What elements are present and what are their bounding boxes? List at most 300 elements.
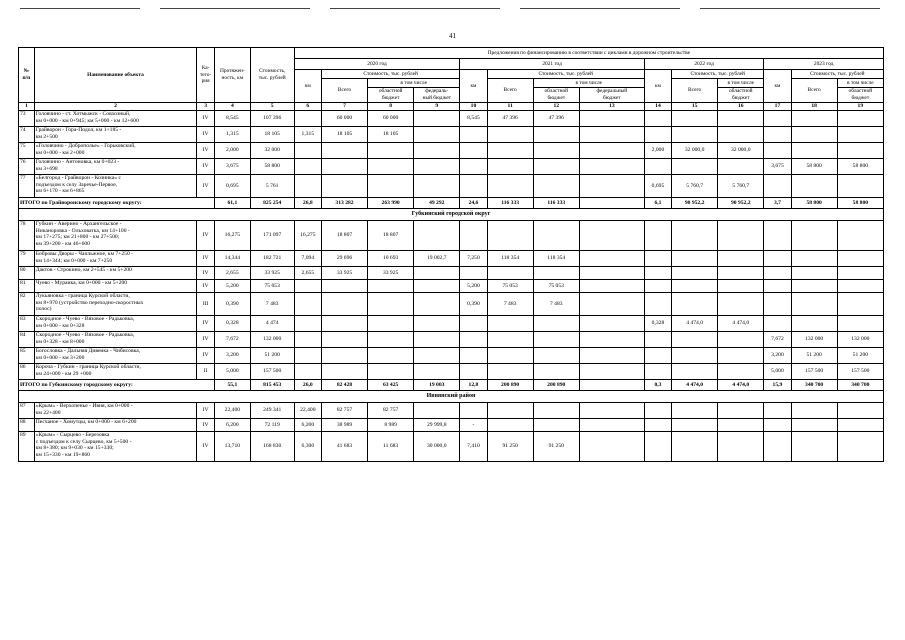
top-border-dash-5 (700, 8, 880, 9)
table-row (19, 221, 884, 251)
header-km-2023: км (764, 70, 791, 103)
table-cell (837, 293, 883, 316)
table-cell: 2,655 (294, 267, 321, 280)
table-cell: 3,200 (764, 348, 791, 364)
table-cell: IV (197, 316, 215, 332)
table-cell: IV (197, 419, 215, 432)
table-cell (791, 251, 837, 267)
table-cell (579, 175, 644, 198)
table-cell (414, 280, 460, 293)
table-cell (764, 251, 791, 267)
row-number: 89 (19, 432, 35, 462)
table-cell (791, 111, 837, 127)
table-cell (718, 293, 764, 316)
table-cell (837, 280, 883, 293)
table-cell: 0,390 (460, 293, 487, 316)
row-number: 73 (19, 111, 35, 127)
table-cell (487, 159, 533, 175)
table-cell (487, 267, 533, 280)
object-name: Головчино - ст. Хотмыжск - Совхозный, км 0+000 - км 0+945; км 5+000 - км 12+600 (34, 111, 197, 127)
object-name: Губкин - Аверино - Архангельское - Никаноровка - Ольховатка, км 14+100 - км 17+275; км 21+800 - км 27+500; км 39+200 - км 46+600 (34, 221, 197, 251)
total-cell: 12,8 (460, 380, 487, 391)
table-cell: 18 807 (368, 221, 414, 251)
table-cell (718, 111, 764, 127)
table-cell: 11 683 (368, 432, 414, 462)
table-cell (368, 143, 414, 159)
table-cell: 51 200 (791, 348, 837, 364)
table-cell: 82 757 (321, 403, 367, 419)
table-cell: 4 474 (250, 316, 294, 332)
table-cell (644, 419, 671, 432)
table-cell: 33 925 (368, 267, 414, 280)
table-cell (644, 159, 671, 175)
table-cell (718, 432, 764, 462)
table-row (19, 316, 884, 332)
table-cell (837, 419, 883, 432)
row-number: 75 (19, 143, 35, 159)
table-header (19, 48, 884, 111)
table-row (19, 419, 884, 432)
page-number: 41 (449, 32, 456, 40)
header-category: Ка- тего- рия (197, 48, 215, 103)
table-cell (718, 251, 764, 267)
table-cell (672, 332, 718, 348)
table-cell: IV (197, 127, 215, 143)
header-proposals: Предложения по финансированию в соответствии с циклами в дорожном строительстве (294, 48, 883, 59)
table-cell (764, 432, 791, 462)
table-cell: 22,400 (294, 403, 321, 419)
total-cell: 55,1 (215, 380, 251, 391)
row-number: 85 (19, 348, 35, 364)
table-cell (579, 332, 644, 348)
column-number: 3 (197, 103, 215, 111)
table-cell: 51 200 (837, 348, 883, 364)
row-number: 87 (19, 403, 35, 419)
table-cell (533, 316, 579, 332)
object-name: Песчаное - Хомутцы, км 0+000 - км 6+200 (34, 419, 197, 432)
table-cell (533, 159, 579, 175)
table-cell (837, 403, 883, 419)
table-cell (837, 127, 883, 143)
table-cell (672, 127, 718, 143)
column-number: 1 (19, 103, 35, 111)
table-cell: IV (197, 111, 215, 127)
table-cell: 16,275 (215, 221, 251, 251)
table-cell (368, 280, 414, 293)
table-cell: 3,675 (215, 159, 251, 175)
table-cell (579, 111, 644, 127)
table-cell (764, 403, 791, 419)
table-cell: 157 500 (837, 364, 883, 380)
column-number: 19 (837, 103, 883, 111)
object-name: Головчино - Антоновка, км 0+023 - км 3+698 (34, 159, 197, 175)
table-cell: 2,000 (644, 143, 671, 159)
table-cell: 132 000 (837, 332, 883, 348)
table-cell (579, 403, 644, 419)
table-cell (791, 432, 837, 462)
table-cell (294, 348, 321, 364)
table-cell (487, 419, 533, 432)
table-cell: 5,200 (460, 280, 487, 293)
table-cell: 2,655 (215, 267, 251, 280)
section-title: Ивнянский район (19, 391, 884, 403)
table-cell (414, 332, 460, 348)
table-cell (718, 364, 764, 380)
table-cell (460, 221, 487, 251)
table-cell (460, 159, 487, 175)
row-number: 80 (19, 267, 35, 280)
column-number: 11 (487, 103, 533, 111)
table-row (19, 403, 884, 419)
table-cell: 0,390 (215, 293, 251, 316)
header-total-2021: Всего (487, 79, 533, 103)
table-cell (791, 280, 837, 293)
table-cell (672, 403, 718, 419)
header-km-2020: км (294, 70, 321, 103)
table-cell (368, 316, 414, 332)
table-cell (579, 127, 644, 143)
top-border-dash-2 (160, 8, 310, 9)
table-cell (644, 127, 671, 143)
table-cell (718, 280, 764, 293)
table-cell: 7,410 (460, 432, 487, 462)
table-cell (764, 127, 791, 143)
table-row (19, 280, 884, 293)
total-cell: 0,3 (644, 380, 671, 391)
header-year-2023: 2023 год (764, 59, 884, 70)
table-cell (294, 316, 321, 332)
table-cell: 4 474,0 (718, 316, 764, 332)
object-name: «Крым» - Сырцево - Березовка с подъездом к селу Сырцево, км 5+500 - км 8+380; км 9+030 - км 15+330; км 15+330 - км 19+860 (34, 432, 197, 462)
table-cell (644, 267, 671, 280)
total-cell (579, 198, 644, 209)
table-cell (414, 364, 460, 380)
table-cell (368, 348, 414, 364)
column-number: 10 (460, 103, 487, 111)
column-number: 5 (250, 103, 294, 111)
table-cell (414, 267, 460, 280)
object-name: «Головчино - Доброполье» - Горьковский, км 0+000 - км 2+000 (34, 143, 197, 159)
table-cell: 13,710 (215, 432, 251, 462)
table-cell (460, 316, 487, 332)
table-cell (579, 432, 644, 462)
table-cell: 33 925 (250, 267, 294, 280)
table-cell: IV (197, 251, 215, 267)
table-row (19, 143, 884, 159)
table-cell (837, 143, 883, 159)
table-cell (672, 364, 718, 380)
header-incl-2021: в том числе (533, 79, 644, 88)
table-cell (294, 332, 321, 348)
table-cell (672, 280, 718, 293)
table-cell: 8,545 (215, 111, 251, 127)
table-cell: 7,250 (460, 251, 487, 267)
total-cell: 4 474,0 (718, 380, 764, 391)
table-row (19, 348, 884, 364)
table-cell: 2,000 (215, 143, 251, 159)
table-cell (460, 143, 487, 159)
table-cell: 0,695 (215, 175, 251, 198)
header-regional-2022: областной бюджет (718, 88, 764, 103)
table-cell: 132 000 (250, 332, 294, 348)
table-cell: IV (197, 432, 215, 462)
table-cell (460, 175, 487, 198)
table-cell: IV (197, 403, 215, 419)
object-name: Лукьяновка - граница Курской области, км 8+970 (устройство переходно-скоростных полос) (34, 293, 197, 316)
row-number: 86 (19, 364, 35, 380)
table-cell (672, 251, 718, 267)
table-cell (791, 175, 837, 198)
table-cell: 1,315 (215, 127, 251, 143)
header-cost-2021: Стоимость, тыс. рублей (487, 70, 644, 79)
table-cell: 171 097 (250, 221, 294, 251)
total-cell: 24,6 (460, 198, 487, 209)
total-cell: 90 952,2 (672, 198, 718, 209)
table-cell (672, 111, 718, 127)
table-cell (672, 293, 718, 316)
table-cell: 168 830 (250, 432, 294, 462)
table-cell (764, 221, 791, 251)
table-row (19, 432, 884, 462)
table-cell: 7 483 (533, 293, 579, 316)
total-cell: 200 890 (487, 380, 533, 391)
table-cell (837, 267, 883, 280)
table-cell (533, 419, 579, 432)
table-cell (579, 293, 644, 316)
table-cell (764, 111, 791, 127)
table-cell: IV (197, 280, 215, 293)
table-cell: 18 105 (250, 127, 294, 143)
object-name: Скородное - Чуево - Вязовое - Радьковка, км 0+328 - км 8+000 (34, 332, 197, 348)
table-cell: 0,328 (215, 316, 251, 332)
total-cell: 58 800 (791, 198, 837, 209)
header-incl-2020: в том числе (368, 79, 460, 88)
table-cell (579, 159, 644, 175)
total-cell: 825 254 (250, 198, 294, 209)
table-cell (791, 403, 837, 419)
table-cell (321, 143, 367, 159)
table-cell (533, 348, 579, 364)
total-cell: 19 003 (414, 380, 460, 391)
top-border-dash-3 (330, 8, 500, 9)
total-cell: 90 952,2 (718, 198, 764, 209)
row-number: 77 (19, 175, 35, 198)
table-cell (764, 175, 791, 198)
table-cell (414, 127, 460, 143)
table-cell (487, 127, 533, 143)
table-cell (644, 280, 671, 293)
table-cell (672, 221, 718, 251)
table-cell (533, 364, 579, 380)
table-cell: 107 396 (250, 111, 294, 127)
table-cell: 6,300 (294, 432, 321, 462)
total-cell: 49 292 (414, 198, 460, 209)
table-cell (533, 175, 579, 198)
table-cell: 8 989 (368, 419, 414, 432)
total-cell: 200 890 (533, 380, 579, 391)
table-cell (579, 364, 644, 380)
table-cell: 60 000 (368, 111, 414, 127)
table-cell (321, 175, 367, 198)
table-cell (764, 316, 791, 332)
table-cell (579, 251, 644, 267)
section-title: Губкинский городской округ (19, 209, 884, 221)
table-cell (791, 293, 837, 316)
table-cell (764, 293, 791, 316)
table-cell (579, 348, 644, 364)
table-cell (414, 111, 460, 127)
table-cell: 0,695 (644, 175, 671, 198)
table-cell (414, 293, 460, 316)
table-cell (294, 293, 321, 316)
object-name: Богословка - Дальняя Дивеика - Чибисовка, км 0+000 - км 3+200 (34, 348, 197, 364)
header-total-2023: Всего (791, 79, 837, 103)
column-number: 8 (368, 103, 414, 111)
table-cell (321, 364, 367, 380)
table-cell (837, 316, 883, 332)
table-cell (414, 221, 460, 251)
table-cell (644, 221, 671, 251)
header-cost-2022: Стоимость, тыс. рублей (672, 70, 764, 79)
table-cell (579, 419, 644, 432)
table-cell (533, 143, 579, 159)
table-cell: II (197, 364, 215, 380)
total-cell: 3,7 (764, 198, 791, 209)
total-cell: 4 474,0 (672, 380, 718, 391)
table-cell: 38 989 (321, 419, 367, 432)
column-number: 9 (414, 103, 460, 111)
table-cell (644, 251, 671, 267)
table-cell (487, 403, 533, 419)
header-year-2021: 2021 год (460, 59, 645, 70)
table-cell: 18 105 (368, 127, 414, 143)
table-cell: 157 500 (250, 364, 294, 380)
table-cell (294, 280, 321, 293)
table-cell: 7 483 (487, 293, 533, 316)
table-cell (764, 143, 791, 159)
header-name: Наименование объекта (34, 48, 197, 103)
column-number: 16 (718, 103, 764, 111)
table-cell: 51 200 (250, 348, 294, 364)
table-cell (579, 143, 644, 159)
row-number: 81 (19, 280, 35, 293)
table-cell: 91 250 (487, 432, 533, 462)
total-row (19, 198, 884, 209)
table-cell: 19 002,7 (414, 251, 460, 267)
table-cell (764, 419, 791, 432)
header-km-2021: км (460, 70, 487, 103)
table-cell (718, 403, 764, 419)
table-cell (644, 332, 671, 348)
object-name: Короча - Губкин - граница Курской области, км 24+000 - км 29 +000 (34, 364, 197, 380)
header-cost: Стоимость, тыс. рублей (250, 48, 294, 103)
table-cell (294, 364, 321, 380)
table-cell: 33 925 (321, 267, 367, 280)
column-number: 7 (321, 103, 367, 111)
table-cell (764, 280, 791, 293)
column-number: 17 (764, 103, 791, 111)
table-cell: 5,000 (764, 364, 791, 380)
table-cell (487, 175, 533, 198)
table-cell (644, 364, 671, 380)
table-cell: 0,328 (644, 316, 671, 332)
table-cell: 7 483 (250, 293, 294, 316)
object-name: Бобровы Дворы - Чапльжное, км 7+250 - км 14+344; км 0+000 - км 7+250 (34, 251, 197, 267)
table-cell (294, 143, 321, 159)
column-numbers-row (19, 103, 884, 111)
column-number: 14 (644, 103, 671, 111)
table-cell (294, 159, 321, 175)
table-cell (579, 316, 644, 332)
table-cell (321, 348, 367, 364)
table-cell: 8,545 (460, 111, 487, 127)
header-year-2020: 2020 год (294, 59, 460, 70)
total-cell: 116 333 (487, 198, 533, 209)
row-number: 88 (19, 419, 35, 432)
total-cell: 340 700 (791, 380, 837, 391)
road-construction-table (18, 47, 884, 462)
header-incl-2022: в том числе (718, 79, 764, 88)
table-cell (837, 175, 883, 198)
table-cell: IV (197, 348, 215, 364)
column-number: 2 (34, 103, 197, 111)
total-cell: 82 428 (321, 380, 367, 391)
row-number: 84 (19, 332, 35, 348)
table-cell: 32 000 (250, 143, 294, 159)
table-cell: 3,200 (215, 348, 251, 364)
table-cell: 29 696 (321, 251, 367, 267)
table-cell (460, 267, 487, 280)
table-cell: 132 000 (791, 332, 837, 348)
table-cell: 7,094 (294, 251, 321, 267)
object-name: «Белгород - Грайворон - Козинка» с подъездом к селу Заречье-Первое, км 6+170 - км 6+865 (34, 175, 197, 198)
table-cell: 249 341 (250, 403, 294, 419)
table-cell (672, 419, 718, 432)
table-cell (837, 111, 883, 127)
table-cell: 5,200 (215, 280, 251, 293)
table-cell: 41 683 (321, 432, 367, 462)
table-cell: 91 250 (533, 432, 579, 462)
table-cell (791, 127, 837, 143)
total-cell: 313 282 (321, 198, 367, 209)
table-row (19, 267, 884, 280)
header-regional-2021: областной бюджет (533, 88, 579, 103)
column-number: 12 (533, 103, 579, 111)
table-cell (579, 280, 644, 293)
total-cell: 58 800 (837, 198, 883, 209)
table-cell (672, 267, 718, 280)
table-cell (718, 221, 764, 251)
total-row (19, 380, 884, 391)
table-cell: 29 999,8 (414, 419, 460, 432)
row-number: 76 (19, 159, 35, 175)
table-cell (460, 348, 487, 364)
table-cell (644, 293, 671, 316)
table-cell (644, 111, 671, 127)
table-cell (460, 403, 487, 419)
table-cell: 75 053 (533, 280, 579, 293)
table-cell (487, 143, 533, 159)
header-cost-2020: Стоимость, тыс. рублей (321, 70, 459, 79)
table-cell: 4 474,0 (672, 316, 718, 332)
object-name: Скородное - Чуево - Вязовое - Радьковка, км 0+000 - км 0+328 (34, 316, 197, 332)
section-row (19, 391, 884, 403)
table-cell (791, 221, 837, 251)
row-number: 83 (19, 316, 35, 332)
table-cell (791, 419, 837, 432)
table-cell (368, 159, 414, 175)
table-cell: 82 757 (368, 403, 414, 419)
